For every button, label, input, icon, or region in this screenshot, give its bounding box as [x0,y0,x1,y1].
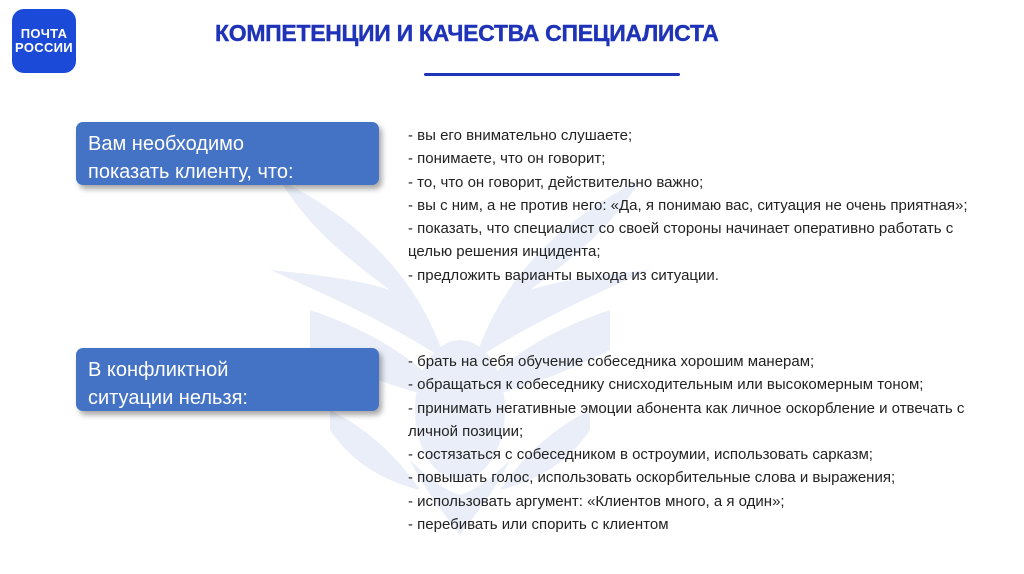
section-1-list [408,124,998,287]
section-2-heading-line2: ситуации нельзя: [88,387,248,409]
section-1-heading-line2: показать клиенту, что: [88,161,294,183]
list-item: - вы его внимательно слушаете; [408,127,633,144]
list-item: - использовать аргумент: «Клиентов много, а я один»; [408,492,785,510]
section-1-heading-line1: Вам необходимо [88,133,245,155]
list-item: - повышать голос, использовать оскорбительные слова и выражения; [408,469,896,487]
title-underline [424,73,680,76]
list-item: - обращаться к собеседнику снисходительным или высокомерным тоном; [408,376,924,394]
logo-line2: РОССИИ [15,40,73,55]
list-item: - перебивать или спорить с клиентом [408,516,669,534]
pochta-rossii-logo [12,9,76,73]
list-item: - понимаете, что он говорит; [408,150,606,168]
list-item: - брать на себя обучение собеседника хорошим манерам; [408,353,815,370]
section-2-heading-box [76,348,379,411]
list-item: - принимать негативные эмоции абонента как личное оскорбление и отвечать с личной позиции; [408,399,965,440]
list-item: - состязаться с собеседником в остроумии, использовать сарказм; [408,446,873,464]
list-item: - предложить варианты выхода из ситуации. [408,266,719,284]
list-item: - то, что он говорит, действительно важно; [408,173,704,191]
section-2-list [408,350,998,536]
list-item: - показать, что специалист со своей стороны начинает оперативно работать с целью решения инцидента; [408,220,954,261]
list-item: - вы с ним, а не против него: «Да, я понимаю вас, ситуация не очень приятная»; [408,196,968,214]
section-1-heading-box [76,122,379,185]
section-2-heading-line1: В конфликтной [88,359,229,381]
logo-line1: ПОЧТА [20,26,68,41]
slide-title: КОМПЕТЕНЦИИ И КАЧЕСТВА СПЕЦИАЛИСТА [215,20,719,46]
